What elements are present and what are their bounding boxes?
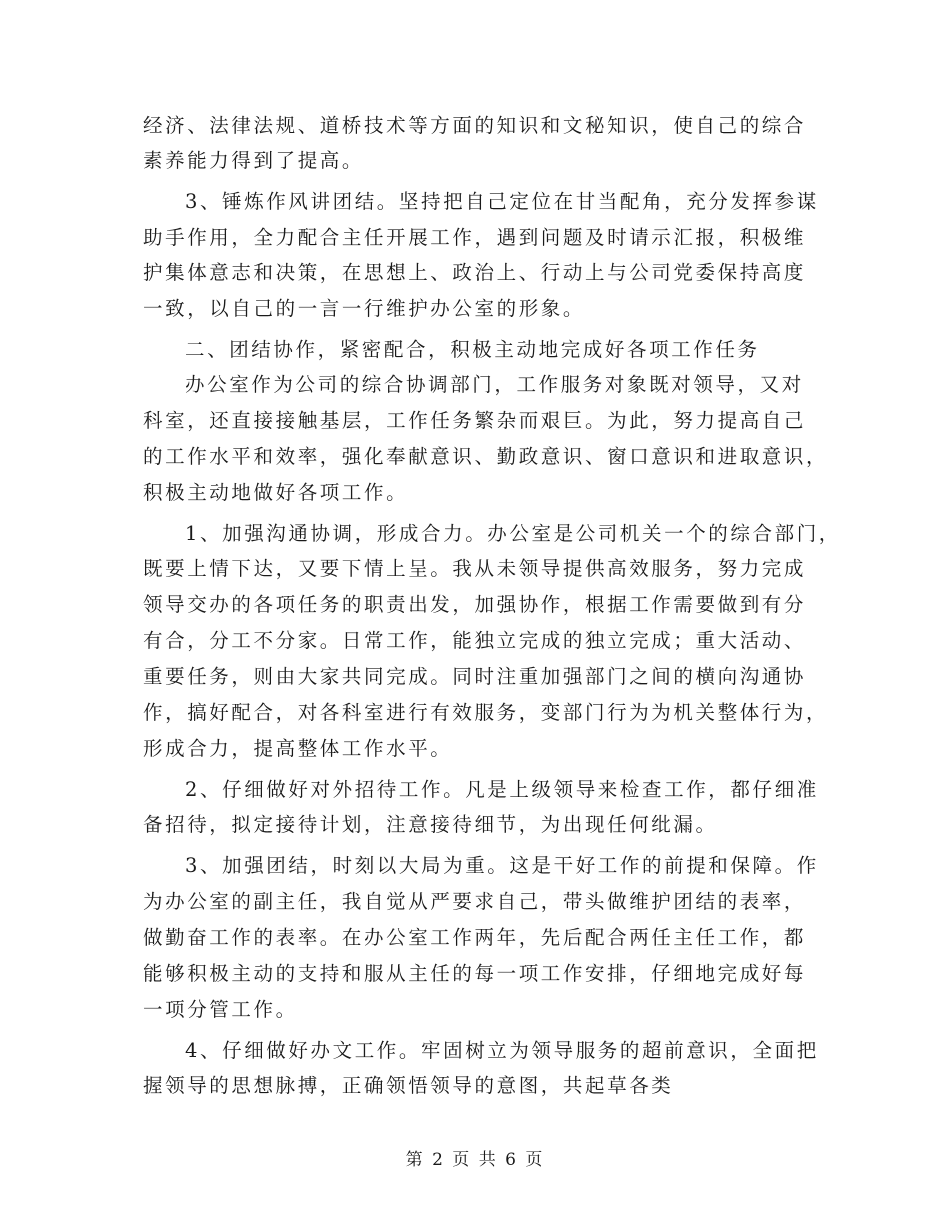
body-line: 形成合力，提高整体工作水平。 [143,737,453,760]
body-line: 办公室作为公司的综合协调部门，工作服务对象既对领导，又对 [185,373,804,396]
body-line: 科室，还直接接触基层，工作任务繁杂而艰巨。为此，努力提高自己 [143,409,807,432]
body-line: 领导交办的各项任务的职责出发，加强协作，根据工作需要做到有分 [143,593,807,616]
body-line: 一项分管工作。 [143,998,298,1021]
body-line: 积极主动地做好各项工作。 [143,481,409,504]
body-line: 有合，分工不分家。日常工作，能独立完成的独立完成；重大活动、 [143,629,807,652]
body-line: 1、加强沟通协调，形成合力。办公室是公司机关一个的综合部门， [185,522,841,545]
body-line: 4、仔细做好办文工作。牢固树立为领导服务的超前意识，全面把 [185,1039,819,1062]
body-line: 3、锤炼作风讲团结。坚持把自己定位在甘当配角，充分发挥参谋 [185,190,819,213]
body-line: 素养能力得到了提高。 [143,149,365,172]
section-heading: 二、团结协作，紧密配合，积极主动地完成好各项工作任务 [185,338,760,361]
body-line: 3、加强团结，时刻以大局为重。这是干好工作的前提和保障。作 [185,854,819,877]
body-line: 一致，以自己的一言一行维护办公室的形象。 [143,297,586,320]
body-line: 经济、法律法规、道桥技术等方面的知识和文秘知识，使自己的综合 [143,114,807,137]
body-line: 既要上情下达，又要下情上呈。我从未领导提供高效服务，努力完成 [143,557,807,580]
page-footer: 第 2 页 共 6 页 [405,1150,545,1170]
body-line: 重要任务，则由大家共同完成。同时注重加强部门之间的横向沟通协 [143,665,807,688]
body-line: 助手作用，全力配合主任开展工作，遇到问题及时请示汇报，积极维 [143,226,807,249]
body-line: 备招待，拟定接待计划，注意接待细节，为出现任何纰漏。 [143,813,718,836]
body-line: 为办公室的副主任，我自觉从严要求自己，带头做维护团结的表率， [143,890,807,913]
body-line: 作，搞好配合，对各科室进行有效服务，变部门行为为机关整体行为， [143,701,829,724]
body-line: 护集体意志和决策，在思想上、政治上、行动上与公司党委保持高度 [143,261,807,284]
body-line: 能够积极主动的支持和服从主任的每一项工作安排，仔细地完成好每 [143,962,807,985]
body-line: 2、仔细做好对外招待工作。凡是上级领导来检查工作，都仔细准 [185,778,819,801]
body-line: 做勤奋工作的表率。在办公室工作两年，先后配合两任主任工作，都 [143,926,807,949]
body-line: 握领导的思想脉搏，正确领悟领导的意图，共起草各类 [143,1074,674,1097]
body-line: 的工作水平和效率，强化奉献意识、勤政意识、窗口意识和进取意识， [143,445,829,468]
